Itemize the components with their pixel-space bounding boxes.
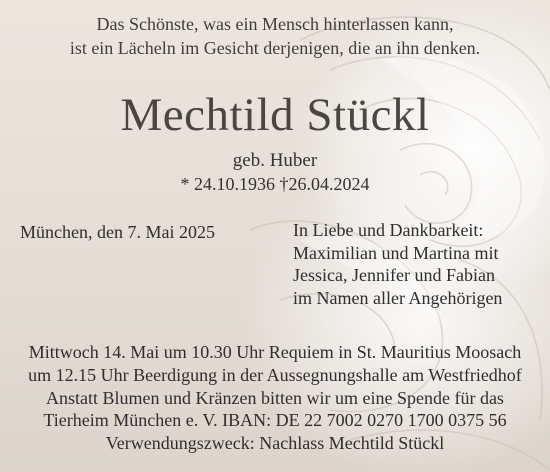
service-line: Anstatt Blumen und Kränzen bitten wir um eine Spende für das bbox=[46, 387, 504, 408]
service-line: Mittwoch 14. Mai um 10.30 Uhr Requiem in St. Mauritius Moosach bbox=[28, 342, 522, 362]
life-dates: * 24.10.1936 †26.04.2024 bbox=[180, 174, 370, 194]
maiden-name: geb. Huber bbox=[232, 150, 318, 171]
mourners-line: Jessica, Jennifer und Fabian bbox=[293, 265, 495, 285]
mourners-block bbox=[293, 219, 502, 309]
place-and-date: München, den 7. Mai 2025 bbox=[20, 222, 215, 242]
service-line: Verwendungszweck: Nachlass Mechtild Stückl bbox=[105, 433, 445, 454]
service-line: Tierheim München e. V. IBAN: DE 22 7002 0270 1700 0375 56 bbox=[43, 410, 507, 431]
deceased-name: Mechtild Stückl bbox=[120, 89, 430, 141]
mourners-line: Maximilian und Martina mit bbox=[293, 242, 499, 263]
service-info-block bbox=[0, 341, 550, 455]
verse-line-1: Das Schönste, was ein Mensch hinterlassen kann, bbox=[96, 14, 454, 34]
verse-line-2: ist ein Lächeln im Gesicht derjenigen, die an ihn denken. bbox=[69, 38, 481, 58]
mourners-line: im Namen aller Angehörigen bbox=[293, 287, 503, 308]
mourners-line: In Liebe und Dankbarkeit: bbox=[293, 220, 484, 240]
service-line: um 12.15 Uhr Beerdigung in der Aussegnungshalle am Westfriedhof bbox=[28, 364, 522, 385]
